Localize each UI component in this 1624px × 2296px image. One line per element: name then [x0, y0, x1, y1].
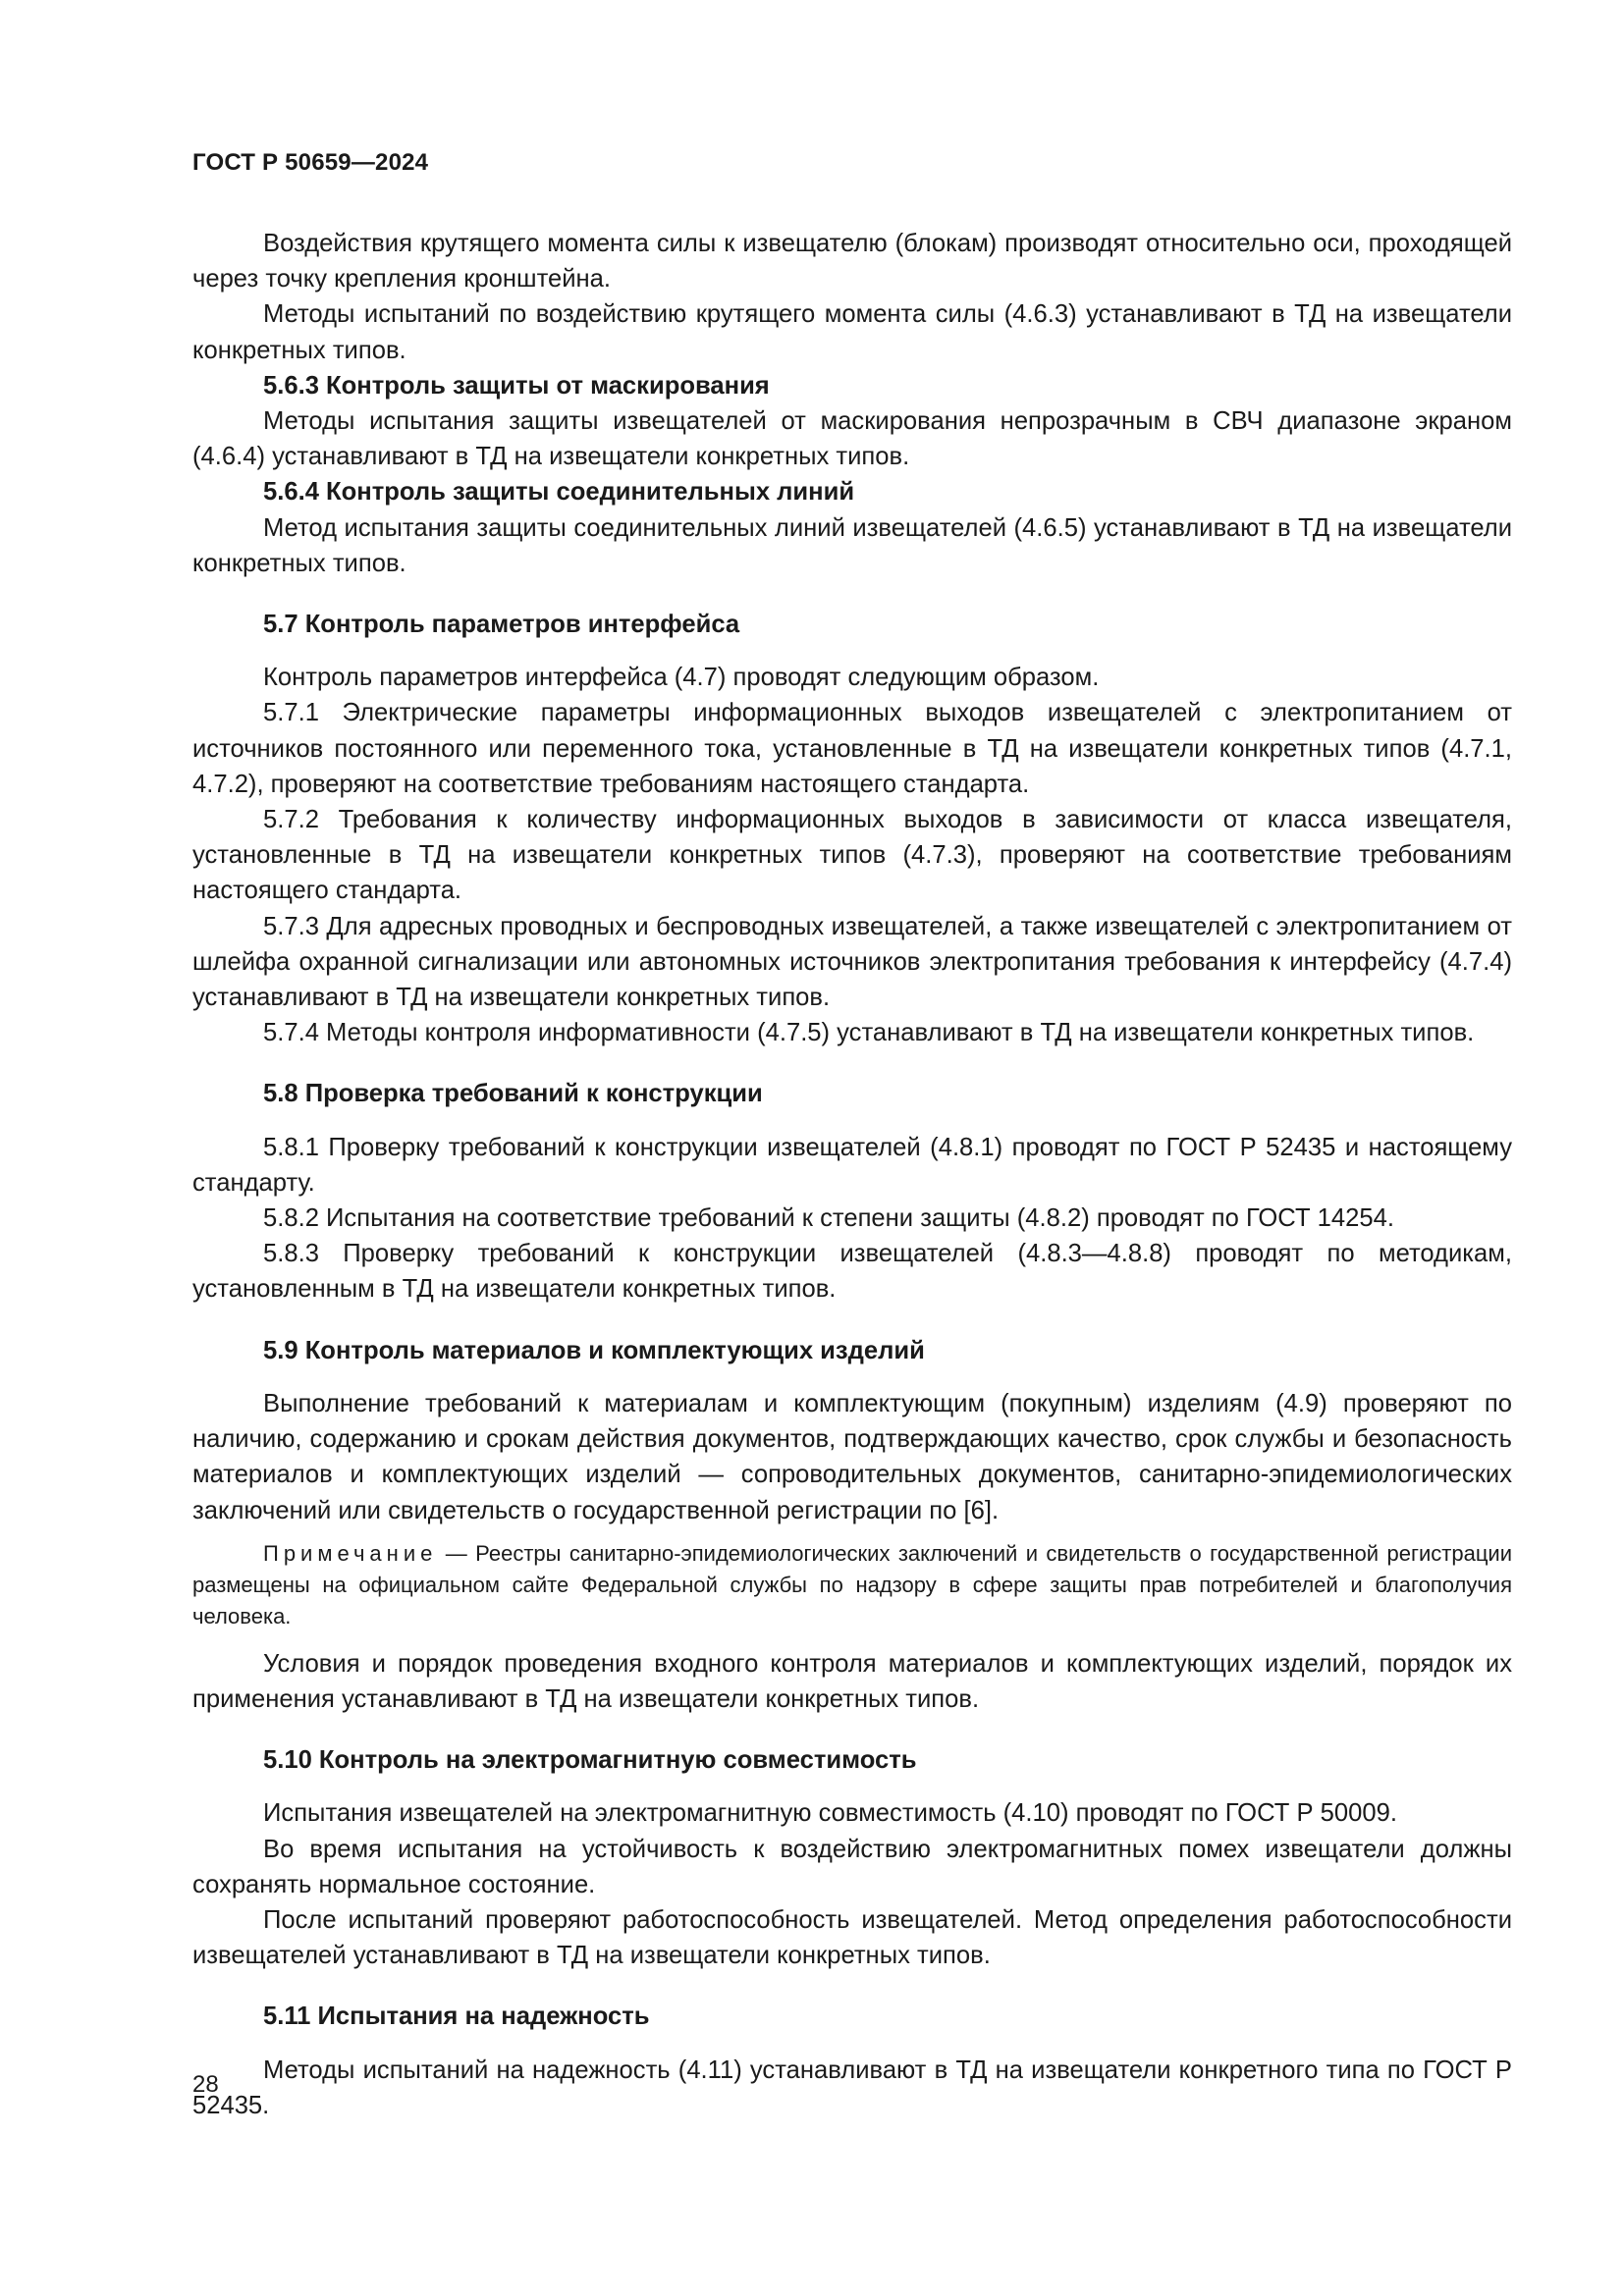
paragraph: Методы испытаний на надежность (4.11) устанавливают в ТД на извещатели конкретного типа по ГОСТ Р 52435. — [192, 2056, 1512, 2119]
subsection-heading-5-6-4: 5.6.4 Контроль защиты соединительных линий — [263, 478, 855, 507]
paragraph: Контроль параметров интерфейса (4.7) проводят следующим образом. — [263, 664, 1100, 692]
paragraph: После испытаний проверяют работоспособность извещателей. Метод определения работоспособности извещателей устанавливают в ТД на извещатели конкретных типов. — [192, 1905, 1512, 1970]
paragraph: Выполнение требований к материалам и комплектующим (покупным) изделиям (4.9) проверяют по наличию, содержанию и срокам действия документов, подтверждающих качество, срок службы и безопасность материалов и комплектующих изделий — сопроводительных документов, санитарно-эпидемиологических заключений или свидетельств о государственной регистрации по [6]. — [192, 1389, 1512, 1524]
paragraph: 5.8.2 Испытания на соответствие требований к степени защиты (4.8.2) проводят по ГОСТ 14254. — [263, 1204, 1394, 1233]
paragraph: 5.7.2 Требования к количеству информационных выходов в зависимости от класса извещателя, установленные в ТД на извещатели конкретных типов (4.7.3), проверяют на соответствие требованиям настоящего стандарта. — [192, 806, 1512, 905]
paragraph: 5.7.4 Методы контроля информативности (4.7.5) устанавливают в ТД на извещатели конкретных типов. — [263, 1019, 1475, 1047]
document-header: ГОСТ Р 50659—2024 — [192, 149, 429, 176]
section-heading-5-7: 5.7 Контроль параметров интерфейса — [263, 611, 740, 639]
subsection-heading-5-6-3: 5.6.3 Контроль защиты от маскирования — [263, 371, 770, 400]
paragraph: Методы испытания защиты извещателей от маскирования непрозрачным в СВЧ диапазоне экраном (4.6.4) устанавливают в ТД на извещатели конкретных типов. — [192, 407, 1512, 471]
paragraph: Метод испытания защиты соединительных линий извещателей (4.6.5) устанавливают в ТД на извещатели конкретных типов. — [192, 513, 1512, 577]
section-heading-5-8: 5.8 Проверка требований к конструкции — [263, 1080, 763, 1108]
document-body — [192, 226, 1512, 2123]
note-label: Примечание — [263, 1540, 438, 1566]
paragraph: Воздействия крутящего момента силы к извещателю (блокам) производят относительно оси, проходящей через точку крепления кронштейна. — [192, 230, 1512, 294]
section-heading-5-11: 5.11 Испытания на надежность — [263, 2002, 650, 2031]
paragraph: 5.7.1 Электрические параметры информационных выходов извещателей с электропитанием от источников постоянного или переменного тока, установленные в ТД на извещатели конкретных типов (4.7.1, 4.7.2), проверяют на соответствие требованиям настоящего стандарта. — [192, 699, 1512, 798]
paragraph: Методы испытаний по воздействию крутящего момента силы (4.6.3) устанавливают в ТД на извещатели конкретных типов. — [192, 300, 1512, 364]
paragraph: 5.7.3 Для адресных проводных и беспроводных извещателей, а также извещателей с электропитанием от шлейфа охранной сигнализации или автономных источников электропитания требования к интерфейсу (4.7.4) устанавливают в ТД на извещатели конкретных типов. — [192, 912, 1512, 1012]
paragraph: Испытания извещателей на электромагнитную совместимость (4.10) проводят по ГОСТ Р 50009. — [263, 1799, 1397, 1828]
note-text: — Реестры санитарно-эпидемиологических заключений и свидетельств о государственной регистрации размещены на официальном сайте Федеральной службы по надзору в сфере защиты прав потребителей и благополучия человека. — [192, 1540, 1512, 1629]
page-number: 28 — [192, 2071, 219, 2098]
paragraph: Условия и порядок проведения входного контроля материалов и комплектующих изделий, порядок их применения устанавливают в ТД на извещатели конкретных типов. — [192, 1649, 1512, 1713]
paragraph: 5.8.3 Проверку требований к конструкции извещателей (4.8.3—4.8.8) проводят по методикам, установленным в ТД на извещатели конкретных типов. — [192, 1240, 1512, 1304]
paragraph: 5.8.1 Проверку требований к конструкции извещателей (4.8.1) проводят по ГОСТ Р 52435 и настоящему стандарту. — [192, 1133, 1512, 1197]
section-heading-5-9: 5.9 Контроль материалов и комплектующих изделий — [263, 1336, 925, 1364]
section-heading-5-10: 5.10 Контроль на электромагнитную совместимость — [263, 1746, 917, 1775]
paragraph: Во время испытания на устойчивость к воздействию электромагнитных помех извещатели должны сохранять нормальное состояние. — [192, 1835, 1512, 1898]
note — [192, 1538, 1512, 1632]
